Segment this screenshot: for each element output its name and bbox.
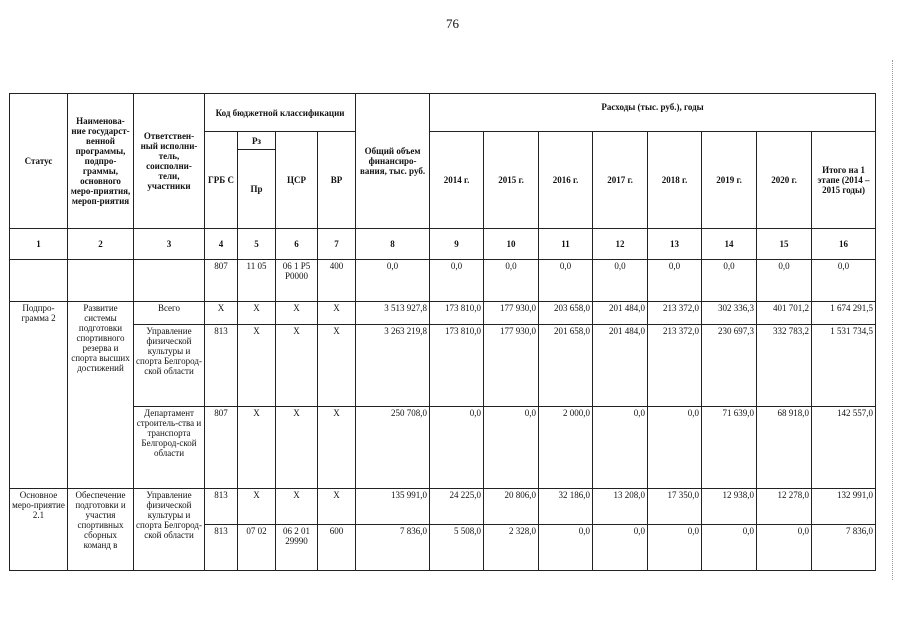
col-number: 13 [648, 229, 702, 260]
cell-value: 68 918,0 [757, 407, 812, 489]
cell-value: 20 806,0 [484, 489, 539, 525]
header-rz: Рз [238, 132, 276, 150]
cell-grbs: 807 [205, 407, 238, 489]
header-grbs: ГРБ С [205, 132, 238, 229]
cell-value: 132 991,0 [812, 489, 876, 525]
cell-grbs: 807 [205, 260, 238, 302]
header-status: Статус [10, 94, 68, 229]
cell-rzpr: Х [238, 407, 276, 489]
cell-value: 401 701,2 [757, 302, 812, 325]
header-pr: Пр [238, 150, 276, 229]
cell-empty [134, 260, 205, 302]
cell-vr: Х [318, 489, 356, 525]
col-number: 5 [238, 229, 276, 260]
cell-status: Подпро-грамма 2 [10, 302, 68, 489]
cell-csr: Х [276, 489, 318, 525]
cell-value: 0,0 [593, 525, 648, 571]
cell-value: 0,0 [430, 260, 484, 302]
cell-responsible: Управление физической культуры и спорта Белгород-ской области [134, 489, 205, 571]
cell-value: 7 836,0 [356, 525, 430, 571]
cell-value: 135 991,0 [356, 489, 430, 525]
col-number: 6 [276, 229, 318, 260]
cell-empty [68, 260, 134, 302]
cell-value: 0,0 [648, 260, 702, 302]
header-stage1: Итого на 1 этапе (2014 – 2015 годы) [812, 132, 876, 229]
cell-value: 2 000,0 [539, 407, 593, 489]
cell-grbs: 813 [205, 489, 238, 525]
header-2016: 2016 г. [539, 132, 593, 229]
header-2017: 2017 г. [593, 132, 648, 229]
header-2015: 2015 г. [484, 132, 539, 229]
cell-value: 0,0 [539, 525, 593, 571]
cell-value: 173 810,0 [430, 302, 484, 325]
cell-responsible: Управление физической культуры и спорта Белгород-ской области [134, 325, 205, 407]
col-number: 4 [205, 229, 238, 260]
cell-value: 0,0 [484, 260, 539, 302]
cell-value: 2 328,0 [484, 525, 539, 571]
header-total: Общий объем финансиро-вания, тыс. руб. [356, 94, 430, 229]
cell-grbs: 813 [205, 325, 238, 407]
col-number: 16 [812, 229, 876, 260]
page-edge-line [892, 60, 893, 580]
header-name: Наименова-ние государст-венной программы, подпро-граммы, основного меро-приятия, мероп-риятия [68, 94, 134, 229]
col-number: 10 [484, 229, 539, 260]
cell-value: 213 372,0 [648, 325, 702, 407]
cell-empty [10, 260, 68, 302]
cell-value: 12 938,0 [702, 489, 757, 525]
cell-value: 0,0 [757, 260, 812, 302]
cell-value: 12 278,0 [757, 489, 812, 525]
cell-vr: Х [318, 407, 356, 489]
col-number: 8 [356, 229, 430, 260]
header-expenses: Расходы (тыс. руб.), годы [430, 94, 876, 132]
cell-value: 0,0 [593, 260, 648, 302]
cell-value: 0,0 [539, 260, 593, 302]
col-number: 15 [757, 229, 812, 260]
cell-csr: Х [276, 302, 318, 325]
cell-value: 173 810,0 [430, 325, 484, 407]
cell-value: 0,0 [648, 525, 702, 571]
cell-rzpr: Х [238, 489, 276, 525]
cell-status: Основное меро-приятие 2.1 [10, 489, 68, 571]
col-number: 2 [68, 229, 134, 260]
cell-value: 1 674 291,5 [812, 302, 876, 325]
col-number: 11 [539, 229, 593, 260]
col-number: 7 [318, 229, 356, 260]
cell-csr: Х [276, 325, 318, 407]
cell-value: 24 225,0 [430, 489, 484, 525]
cell-value: 177 930,0 [484, 325, 539, 407]
cell-value: 0,0 [430, 407, 484, 489]
header-responsible: Ответствен-ный исполни-тель, соисполни-тели, участники [134, 94, 205, 229]
cell-value: 142 557,0 [812, 407, 876, 489]
cell-value: 3 263 219,8 [356, 325, 430, 407]
col-number: 12 [593, 229, 648, 260]
cell-value: 71 639,0 [702, 407, 757, 489]
cell-value: 250 708,0 [356, 407, 430, 489]
header-2020: 2020 г. [757, 132, 812, 229]
cell-value: 0,0 [648, 407, 702, 489]
cell-value: 32 186,0 [539, 489, 593, 525]
cell-grbs: 813 [205, 525, 238, 571]
cell-value: 213 372,0 [648, 302, 702, 325]
header-vr: ВР [318, 132, 356, 229]
cell-csr: 06 2 01 29990 [276, 525, 318, 571]
page-number: 76 [446, 16, 459, 31]
cell-value: 203 658,0 [539, 302, 593, 325]
cell-vr: Х [318, 302, 356, 325]
header-csr: ЦСР [276, 132, 318, 229]
header-budget-code: Код бюджетной классификации [205, 94, 356, 132]
cell-value: 13 208,0 [593, 489, 648, 525]
cell-rzpr: 07 02 [238, 525, 276, 571]
cell-value: 0,0 [356, 260, 430, 302]
cell-value: 1 531 734,5 [812, 325, 876, 407]
cell-csr: 06 1 Р5 Р0000 [276, 260, 318, 302]
cell-value: 0,0 [593, 407, 648, 489]
col-number: 14 [702, 229, 757, 260]
cell-csr: Х [276, 407, 318, 489]
cell-value: 3 513 927,8 [356, 302, 430, 325]
cell-value: 0,0 [702, 525, 757, 571]
cell-value: 201 484,0 [593, 325, 648, 407]
cell-value: 201 484,0 [593, 302, 648, 325]
cell-value: 302 336,3 [702, 302, 757, 325]
col-number: 9 [430, 229, 484, 260]
budget-table [9, 93, 876, 571]
cell-value: 201 658,0 [539, 325, 593, 407]
col-number: 1 [10, 229, 68, 260]
cell-name: Развитие системы подготовки спортивного резерва и спорта высших достижений [68, 302, 134, 489]
header-2014: 2014 г. [430, 132, 484, 229]
cell-responsible: Департамент строитель-ства и транспорта Белгород-ской области [134, 407, 205, 489]
cell-rzpr: Х [238, 302, 276, 325]
cell-responsible: Всего [134, 302, 205, 325]
cell-value: 332 783,2 [757, 325, 812, 407]
col-number: 3 [134, 229, 205, 260]
cell-vr: 400 [318, 260, 356, 302]
cell-vr: 600 [318, 525, 356, 571]
cell-value: 5 508,0 [430, 525, 484, 571]
cell-vr: Х [318, 325, 356, 407]
header-2018: 2018 г. [648, 132, 702, 229]
cell-value: 230 697,3 [702, 325, 757, 407]
cell-rzpr: 11 05 [238, 260, 276, 302]
cell-value: 177 930,0 [484, 302, 539, 325]
cell-value: 0,0 [812, 260, 876, 302]
cell-value: 0,0 [484, 407, 539, 489]
header-2019: 2019 г. [702, 132, 757, 229]
cell-value: 7 836,0 [812, 525, 876, 571]
cell-value: 17 350,0 [648, 489, 702, 525]
cell-value: 0,0 [702, 260, 757, 302]
cell-rzpr: Х [238, 325, 276, 407]
cell-grbs: Х [205, 302, 238, 325]
cell-value: 0,0 [757, 525, 812, 571]
cell-name: Обеспечение подготовки и участия спортивных сборных команд в [68, 489, 134, 571]
